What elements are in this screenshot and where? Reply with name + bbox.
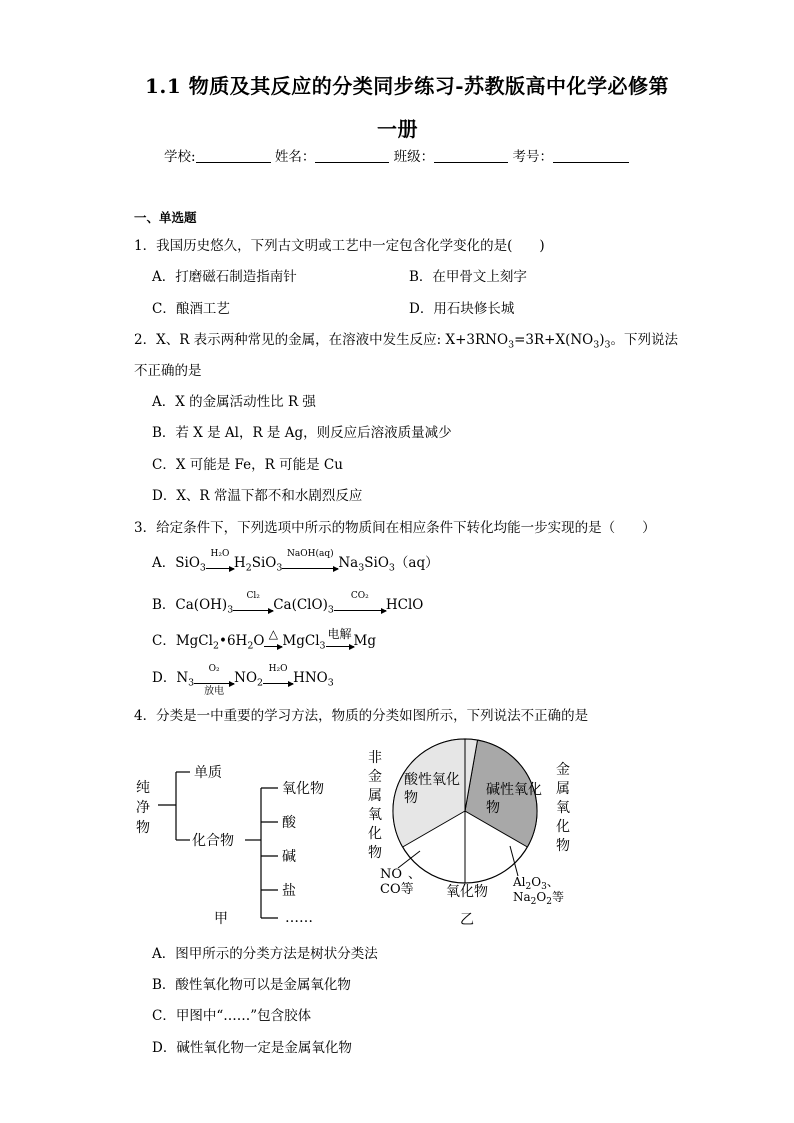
q3-option-a[interactable]: A．SiO$_3$ H₂O $H_2SiO_3$ NaOH(aq) $Na_3SiO_3(aq)$	[152, 549, 439, 574]
tree-item-base: 碱	[282, 849, 296, 865]
nonmetal-oxide-char: 氧	[368, 807, 382, 823]
metal-oxide-char: 氧	[556, 800, 570, 816]
tree-caption: 甲	[214, 911, 228, 927]
oxide-center-label: 氧化物	[446, 884, 488, 900]
q2-option-b[interactable]: B．若 X 是 Al，R 是 Ag，则反应后溶液质量减少	[152, 425, 452, 441]
page-title: 1.1 物质及其反应的分类同步练习-苏教版高中化学必修第	[145, 74, 670, 98]
q1-option-c[interactable]: C．酿酒工艺	[152, 301, 230, 317]
class-field[interactable]	[434, 148, 508, 163]
tree-diagram	[130, 740, 340, 930]
class-label: 班级：	[393, 149, 435, 165]
na2o2-label: $Na_2O_2$等	[513, 890, 564, 907]
section-header: 一、单选题	[134, 210, 197, 225]
q1-stem: 1．我国历史悠久，下列古文明或工艺中一定包含化学变化的是( )	[134, 238, 545, 254]
number-label: 考号：	[512, 149, 553, 165]
q4-stem: 4．分类是一中重要的学习方法，物质的分类如图所示，下列说法不正确的是	[134, 708, 589, 724]
al2o3-label: $Al_2O_3$、	[513, 875, 559, 892]
q4-option-c[interactable]: C．甲图中“……”包含胶体	[152, 1008, 312, 1024]
tree-root-char: 纯	[136, 780, 150, 796]
nonmetal-oxide-char: 非	[368, 750, 382, 766]
tree-root-char: 净	[136, 800, 150, 816]
basic-oxide-text: 物	[486, 800, 500, 816]
q3-stem: 3．给定条件下，下列选项中所示的物质间在相应条件下转化均能一步实现的是（ ）	[134, 520, 656, 536]
tree-root-char: 物	[136, 820, 150, 836]
nonmetal-oxide-char: 属	[368, 788, 382, 804]
q2-option-d[interactable]: D．X、R 常温下都不和水剧烈反应	[152, 488, 363, 504]
nonmetal-oxide-char: 物	[368, 845, 382, 861]
nonmetal-oxide-char: 化	[368, 826, 382, 842]
tree-item-etc: ……	[285, 910, 313, 926]
nonmetal-oxide-char: 金	[368, 769, 382, 785]
nonmetal-oxide-label	[368, 750, 382, 861]
q1-option-a[interactable]: A．打磨磁石制造指南针	[152, 269, 297, 285]
q2-stem-cont: 不正确的是	[134, 363, 202, 379]
q1-option-d[interactable]: D．用石块修长城	[409, 301, 515, 317]
pie-diagram	[360, 728, 590, 933]
metal-oxide-char: 金	[556, 762, 570, 778]
name-field[interactable]	[315, 148, 389, 163]
name-label: 姓名：	[274, 149, 316, 165]
acidic-oxide-text: 物	[404, 790, 418, 806]
basic-oxide-text: 碱性氧化	[486, 782, 542, 798]
acidic-oxide-text: 酸性氧化	[404, 772, 460, 788]
q2-option-c[interactable]: C．X 可能是 Fe，R 可能是 Cu	[152, 457, 343, 473]
q3-option-c[interactable]: C．$MgCl_2•6H_2O$ △ MgCl$_3$ 电解 Mg	[152, 627, 377, 652]
student-info-row	[164, 145, 629, 165]
pie-caption: 乙	[460, 912, 474, 928]
q1-option-b[interactable]: B．在甲骨文上刻字	[409, 269, 527, 285]
metal-oxide-char: 物	[556, 838, 570, 854]
tree-item-acid: 酸	[282, 815, 296, 831]
number-field[interactable]	[553, 148, 629, 163]
tree-item-oxide: 氧化物	[282, 781, 324, 797]
tree-compound-label: 化合物	[192, 833, 234, 849]
pie-chart	[393, 739, 537, 883]
page-title-cont: 一册	[377, 117, 418, 141]
school-label: 学校:	[164, 149, 196, 165]
no-comma: 、	[408, 867, 422, 882]
tree-item-salt: 盐	[282, 883, 296, 899]
q4-option-a[interactable]: A．图甲所示的分类方法是树状分类法	[152, 946, 378, 962]
metal-oxide-char: 化	[556, 819, 570, 835]
metal-oxide-label	[556, 762, 570, 854]
q4-option-d[interactable]: D．碱性氧化物一定是金属氧化物	[152, 1040, 352, 1056]
co-label: CO等	[380, 882, 414, 897]
q3-option-b[interactable]: B．$Ca(OH)_3$ Cl₂ $Ca(ClO)_3$ CO₂ HClO	[152, 591, 424, 616]
q2-stem: 2．X、R 表示两种常见的金属，在溶液中发生反应: $X+3RNO_3=3R+X(NO_3)_3$。下列说法	[134, 332, 679, 351]
no-label: NO	[380, 867, 403, 882]
q3-option-d[interactable]: D．$N_3$ O₂ 放电 $NO_2$ H₂O $HNO_3$	[152, 664, 334, 697]
q4-option-b[interactable]: B．酸性氧化物可以是金属氧化物	[152, 977, 351, 993]
metal-oxide-char: 属	[556, 781, 570, 797]
q2-option-a[interactable]: A．X 的金属活动性比 R 强	[152, 394, 316, 410]
tree-simple-label: 单质	[194, 765, 222, 781]
school-field[interactable]	[196, 148, 271, 163]
